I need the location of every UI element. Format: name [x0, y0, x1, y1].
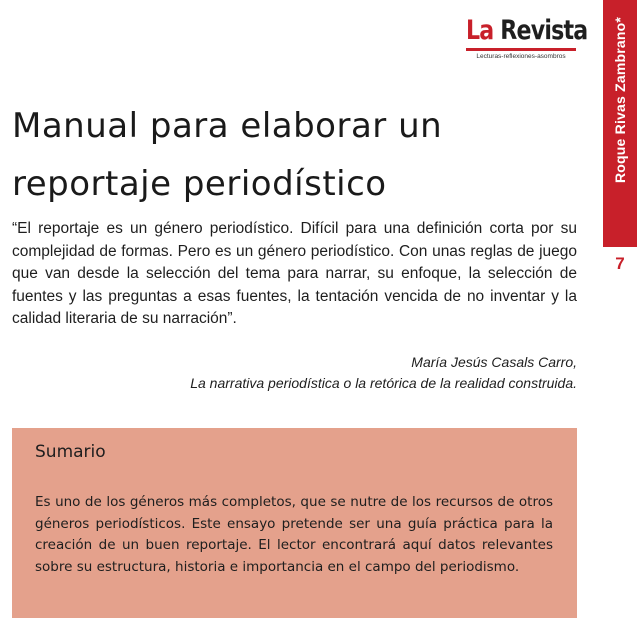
quote-source: La narrativa periodística o la retórica de la realidad construida. [190, 375, 577, 391]
logo-underline [466, 48, 576, 51]
summary-heading: Sumario [35, 442, 106, 462]
logo-brand-second: Revista [500, 15, 588, 46]
article-title: Manual para elaborar un reportaje periodístico [12, 106, 443, 204]
quote-attribution [12, 352, 577, 394]
logo-wordmark [466, 14, 587, 48]
magazine-logo [466, 14, 588, 62]
quote-author: María Jesús Casals Carro, [411, 354, 577, 370]
page-number: 7 [615, 254, 625, 273]
logo-tagline: Lecturas-reflexiones-asombros [476, 53, 566, 60]
epigraph-quote: “El reportaje es un género periodístico. Difícil para una definición corta por su complejidad de formas. Pero es un género periodístico. Con unas reglas de juego que van desde la selección del tema para narrar, su enfoque, la selección de fuentes y las preguntas a esas fuentes, la tentación vencida de no inventar y la calidad literaria de su narración”. [12, 220, 577, 327]
author-name: Roque Rivas Zambrano* [612, 16, 628, 184]
summary-text: Es uno de los géneros más completos, que se nutre de los recursos de otros géneros periodísticos. Este ensayo pretende ser una guía práctica para la creación de un buen reportaje. El lector encontrará aquí datos relevantes sobre su estructura, historia e importancia en el campo del periodismo. [35, 494, 553, 575]
logo-brand-first: La [466, 15, 494, 46]
summary-box [12, 428, 577, 618]
